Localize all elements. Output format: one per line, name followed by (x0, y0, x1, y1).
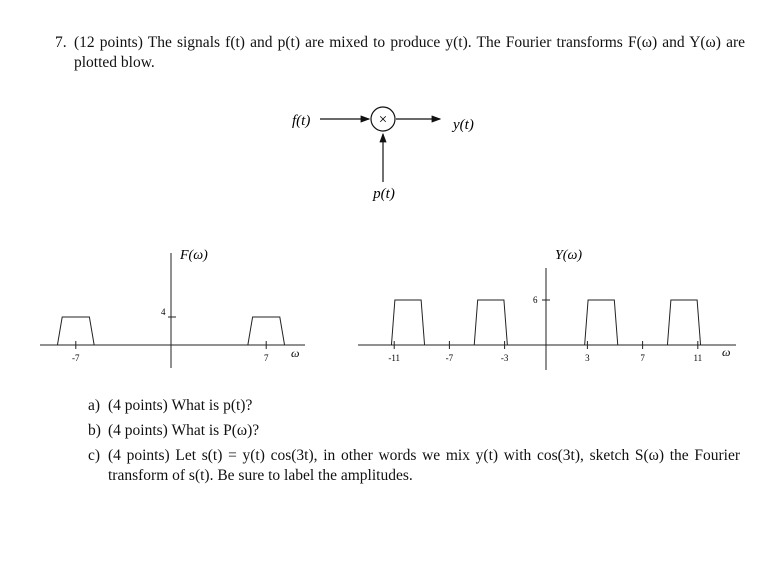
plot-F-ytick-label: 4 (161, 307, 166, 317)
plot-Y-ytick-label: 6 (533, 295, 538, 305)
part-c (88, 446, 740, 486)
plot-F-pulse (57, 317, 94, 345)
plot-F (40, 248, 305, 368)
plot-Y-pulse (585, 300, 618, 345)
plot-F-xtick-label: -7 (72, 353, 80, 363)
part-b-text: (4 points) What is P(ω)? (108, 422, 260, 439)
plot-Y-xtick-label: 7 (640, 353, 645, 363)
plot-Y-xtick-label: 11 (693, 353, 703, 363)
mixer-carrier-label: p(t) (373, 186, 395, 202)
plot-Y-title: Y(ω) (555, 248, 582, 263)
mixer-output-label: y(t) (453, 117, 474, 133)
plot-Y-xtick-label: 3 (585, 353, 590, 363)
part-c-text: (4 points) Let s(t) = y(t) cos(3t), in other words we mix y(t) with cos(3t), sketch S(ω) the Fourier transform of s(t). Be sure to label the amplitudes. (108, 447, 740, 484)
mixer-input-label: f(t) (292, 113, 311, 129)
plot-Y-pulse (391, 300, 424, 345)
part-a (88, 396, 740, 416)
plot-F-axis-label: ω (291, 346, 300, 360)
problem-number: 7. (55, 34, 67, 51)
plot-Y-pulse (474, 300, 507, 345)
plot-Y-xtick-label: -11 (388, 353, 401, 363)
plot-Y-axis-label: ω (722, 345, 731, 359)
question-parts (88, 396, 740, 491)
plot-Y-pulse (667, 300, 700, 345)
part-a-text: (4 points) What is p(t)? (108, 397, 253, 414)
plot-F-xtick-label: 7 (263, 353, 269, 363)
plot-F-pulse (248, 317, 285, 345)
mixer-symbol: × (378, 112, 388, 128)
plot-Y-xtick-label: -7 (445, 353, 454, 363)
problem-text: (12 points) The signals f(t) and p(t) are mixed to produce y(t). The Fourier transforms F(ω) and Y(ω) are plotted blow. (74, 34, 745, 71)
part-c-label: c) (88, 447, 101, 464)
part-b (88, 421, 740, 441)
part-b-label: b) (88, 422, 101, 439)
plot-Y-xtick-label: -3 (500, 353, 509, 363)
part-a-label: a) (88, 397, 101, 414)
plot-F-title: F(ω) (180, 248, 208, 263)
plot-Y (358, 248, 736, 370)
